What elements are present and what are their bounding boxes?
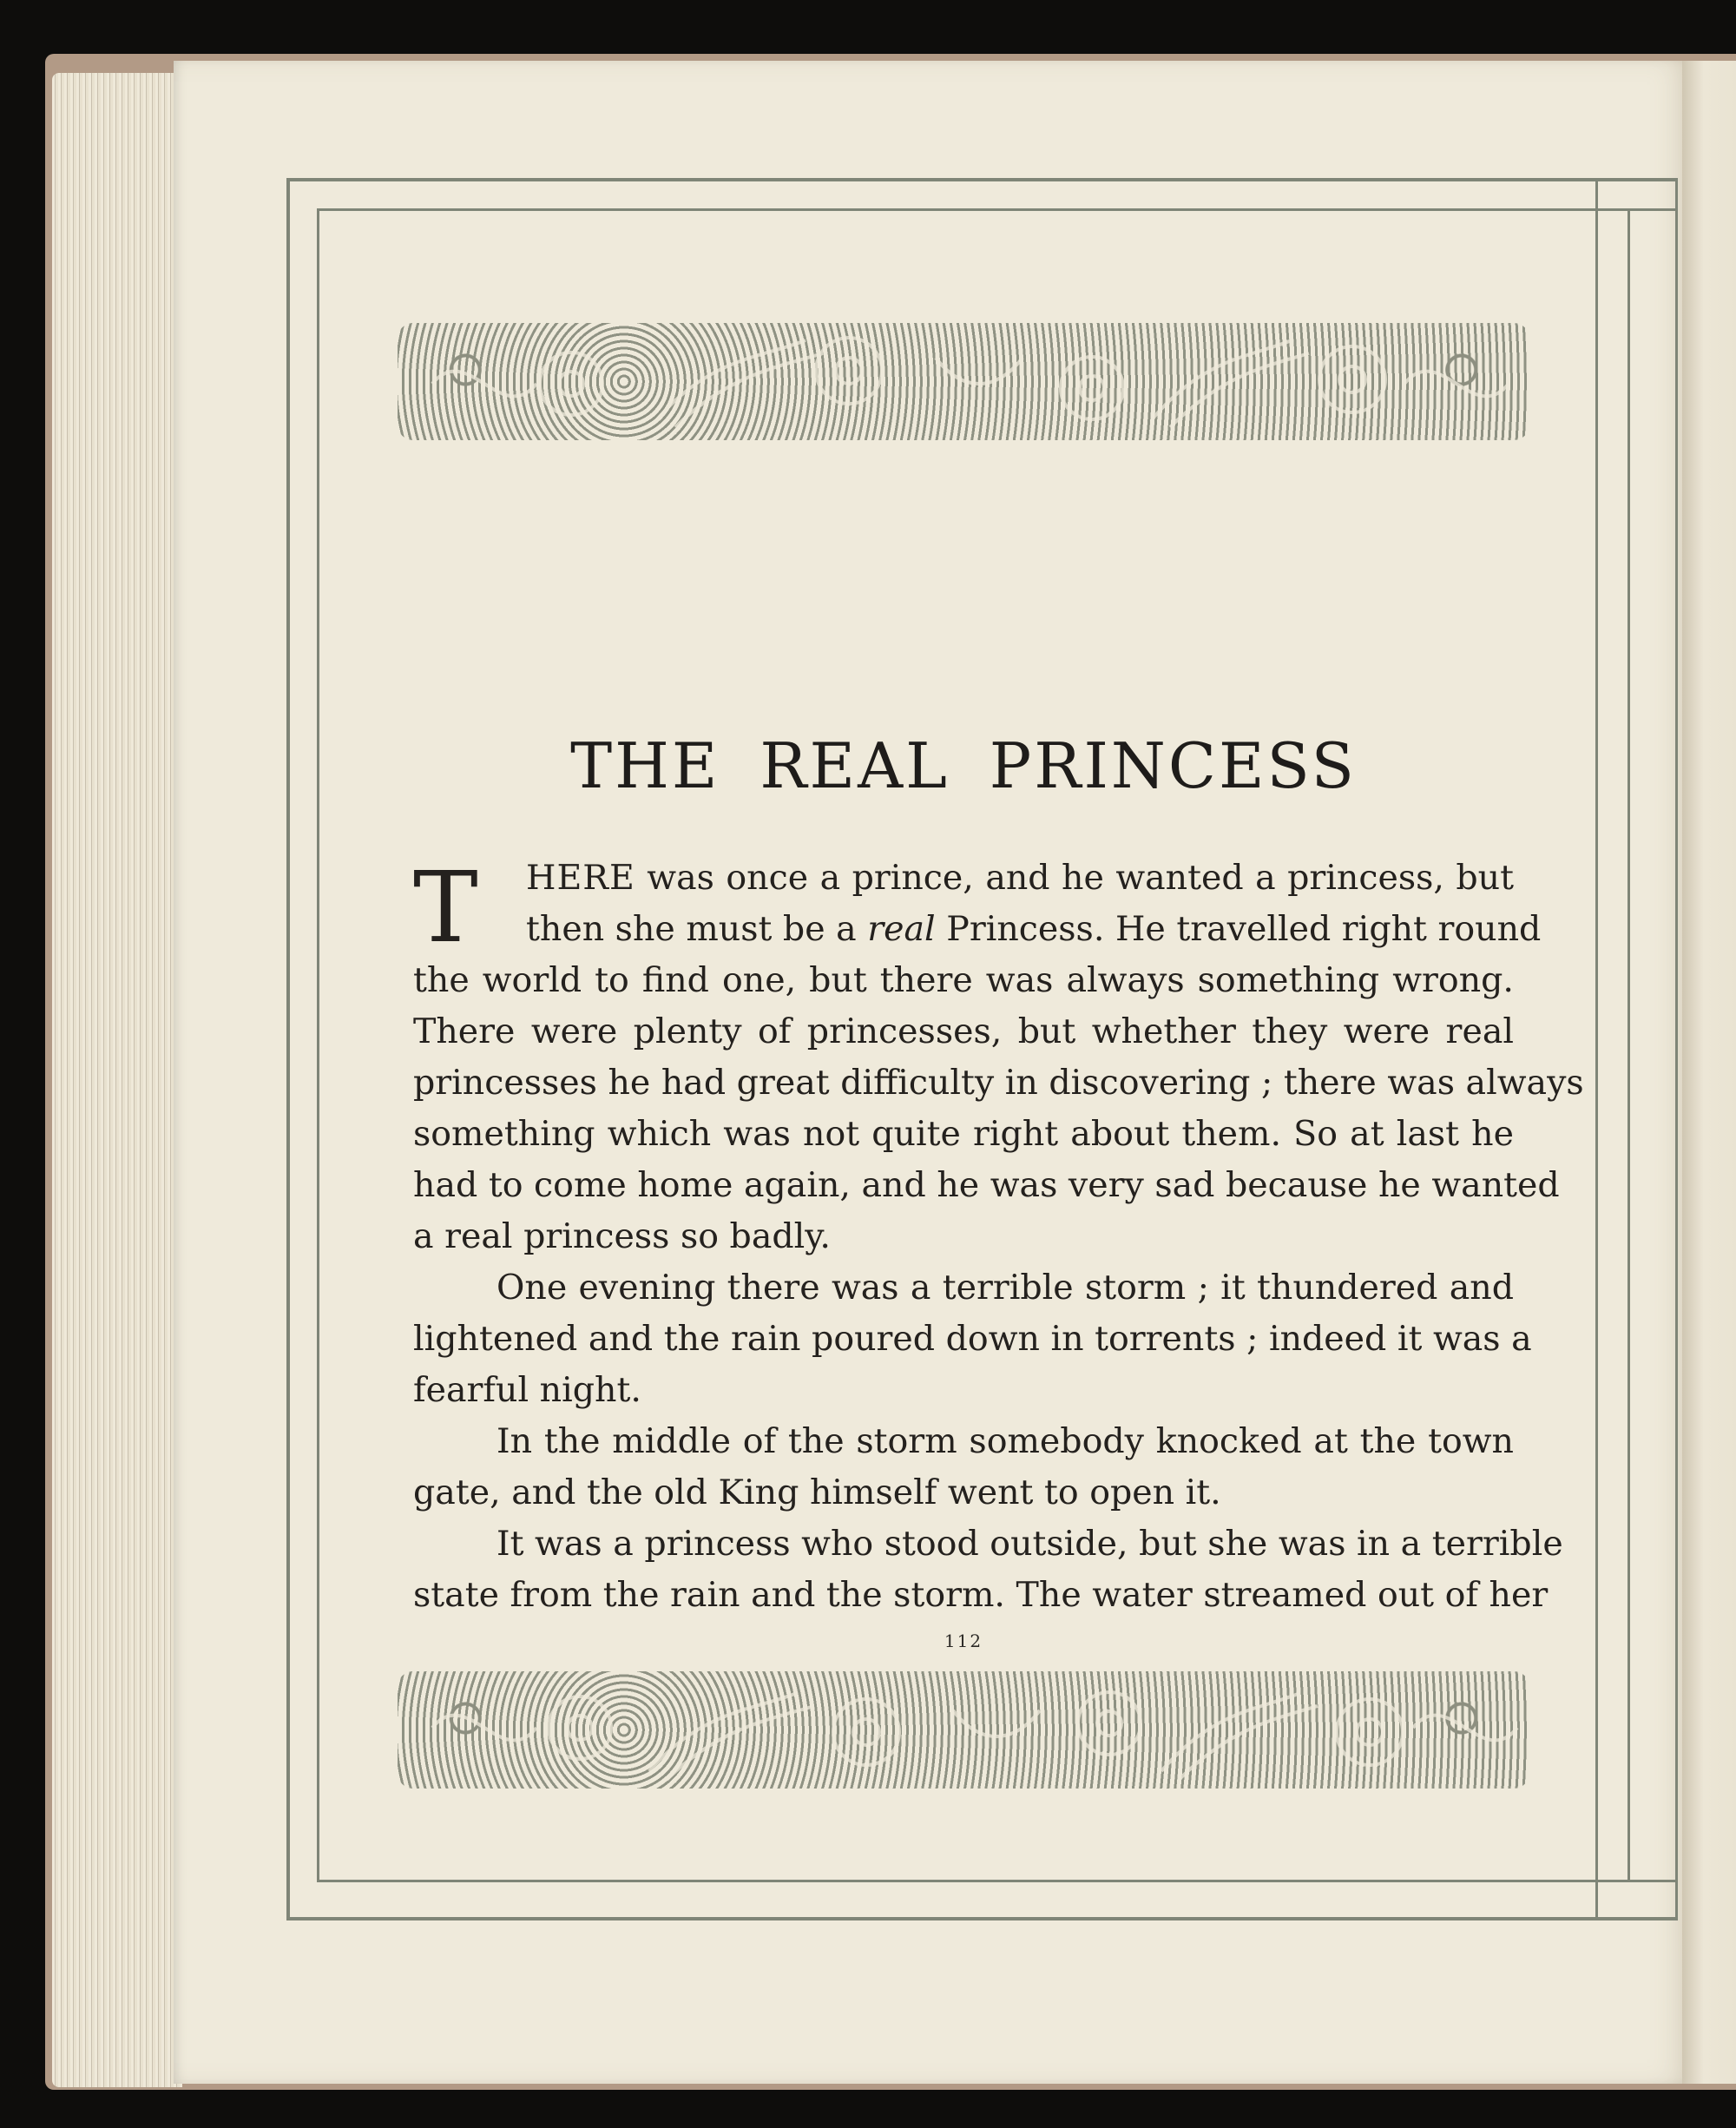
facing-page-edge <box>1682 61 1736 2084</box>
text-line: a real princess so badly. <box>413 1216 831 1256</box>
text-line: There were plenty of princesses, but whether they were real <box>413 1011 1514 1051</box>
text-line: princesses he had great difficulty in discovering ; there was always <box>413 1063 1584 1103</box>
text-line: had to come home again, and he was very sad because he wanted <box>413 1165 1560 1205</box>
body-text <box>413 853 1584 1621</box>
text-line: the world to find one, but there was always something wrong. <box>413 960 1514 1000</box>
page-number: 112 <box>944 1631 983 1651</box>
text-line: It was a princess who stood outside, but she was in a terrible <box>496 1524 1563 1564</box>
text-line: In the middle of the storm somebody knocked at the town <box>496 1421 1514 1461</box>
page-edges <box>52 73 182 2087</box>
text-line: lightened and the rain poured down in torrents ; indeed it was a <box>413 1319 1532 1359</box>
text-line: state from the rain and the storm. The water streamed out of her <box>413 1575 1549 1615</box>
bottom-ornament-band <box>398 1671 1529 1789</box>
text-line: HERE was once a prince, and he wanted a princess, but <box>526 858 1514 898</box>
page-title: THE REAL PRINCESS <box>570 729 1357 802</box>
text-line: something which was not quite right about them. So at last he <box>413 1114 1514 1154</box>
text-line: One evening there was a terrible storm ; it thundered and <box>496 1268 1514 1308</box>
text-line: fearful night. <box>413 1370 641 1410</box>
drop-cap: T <box>413 852 478 965</box>
text-line: then she must be a real Princess. He travelled right round <box>526 909 1542 949</box>
text-line: gate, and the old King himself went to open it. <box>413 1472 1221 1512</box>
top-ornament-band <box>398 323 1529 440</box>
